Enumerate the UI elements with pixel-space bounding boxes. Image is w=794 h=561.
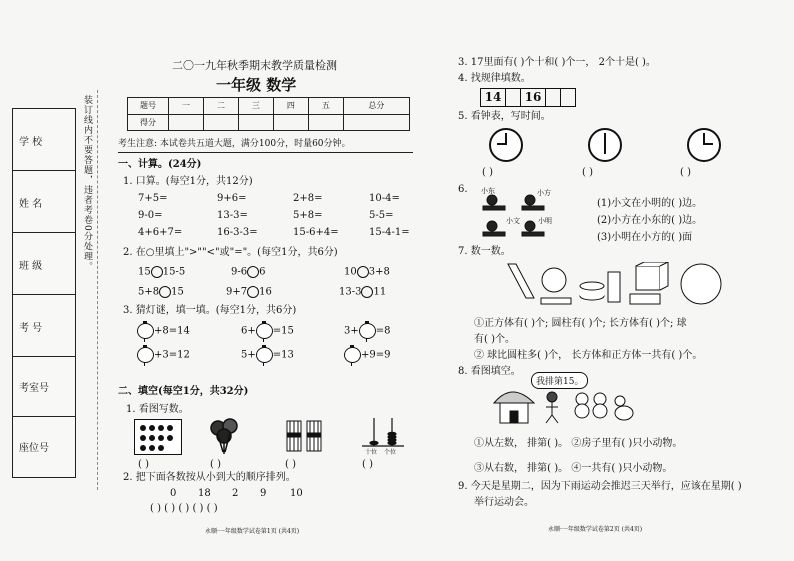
speech-bubble: 我排第15。	[531, 372, 588, 389]
q7-line1: ①正方体有( )个; 圆柱有( )个; 长方体有( )个; 球	[474, 318, 687, 329]
q9-line2: 举行运动会。	[474, 497, 534, 508]
q7-line2: 有( )个。	[474, 334, 515, 345]
clock-answer[interactable]: ( )	[482, 167, 493, 178]
calc-item: 15-4-1=	[369, 227, 410, 238]
q1-title: 1. 口算。(每空1分，共12分)	[123, 176, 253, 187]
clock-answer[interactable]: ( )	[680, 167, 691, 178]
section2-q1-title: 1. 看图写数。	[126, 404, 189, 415]
q7-title: 7. 数一数。	[458, 246, 511, 257]
binding-line	[97, 90, 98, 490]
riddle-item: 5+ =13	[241, 347, 294, 364]
score-cell[interactable]	[273, 114, 308, 131]
clock-icon	[687, 128, 721, 162]
riddle-item: +8=14	[137, 323, 190, 340]
school-field[interactable]: 学 校	[19, 137, 43, 148]
child-label: 小文	[506, 217, 520, 225]
q7-line3: ② 球比圆柱多( )个， 长方体和正方体一共有( )个。	[474, 350, 703, 361]
calc-item: 5+8=	[293, 210, 323, 221]
balloons-icon	[206, 418, 246, 456]
compare-item: 9-6 6	[231, 266, 266, 278]
clock-icon	[588, 128, 622, 162]
lantern-icon[interactable]	[256, 323, 273, 339]
score-header-cell: 三	[238, 98, 273, 115]
abacus-ones-label: 个位	[384, 449, 397, 456]
abacus-tens-label: 十位	[365, 449, 378, 456]
number-item: 10	[290, 488, 303, 499]
child-label: 小方	[537, 189, 551, 197]
child-label: 小明	[538, 217, 552, 225]
riddle-item: 3+ =8	[344, 323, 391, 340]
score-header-cell: 四	[273, 98, 308, 115]
order-answer-row[interactable]: ( ) ( ) ( ) ( ) ( )	[150, 503, 218, 514]
exam-number-field[interactable]: 考 号	[13, 294, 75, 357]
answer-blank[interactable]: ( )	[362, 459, 373, 470]
score-cell[interactable]	[203, 114, 238, 131]
section1-title: 一、计算。(24分)	[118, 159, 202, 170]
seq-box[interactable]	[506, 89, 521, 106]
lantern-icon[interactable]	[359, 323, 376, 339]
compare-item: 15 15-5	[138, 266, 186, 278]
compare-circle[interactable]	[247, 266, 259, 278]
calc-item: 7+5=	[138, 193, 168, 204]
number-item: 18	[198, 488, 211, 499]
calc-item: 5-5=	[369, 210, 394, 221]
answer-blank[interactable]: ( )	[285, 459, 296, 470]
footer-left: 永顺·一年级数学试卷第1页 (共4页)	[205, 528, 300, 535]
calc-item: 16-3-3=	[217, 227, 258, 238]
answer-blank[interactable]: ( )	[210, 459, 221, 470]
number-item: 0	[170, 488, 177, 499]
seq-box[interactable]	[561, 89, 575, 106]
calc-item: 9+6=	[217, 193, 247, 204]
exam-notice: 考生注意: 本试卷共五道大题，满分100分，时量60分钟。	[118, 139, 351, 149]
compare-circle[interactable]	[357, 266, 369, 278]
clock-icon	[489, 128, 523, 162]
score-cell[interactable]	[308, 114, 343, 131]
lantern-icon[interactable]	[137, 347, 154, 363]
q6-number: 6.	[458, 184, 468, 195]
class-field[interactable]: 班 级	[13, 232, 75, 295]
sequence-boxes	[480, 88, 576, 107]
lantern-icon[interactable]	[344, 347, 361, 363]
q2-title: 2. 在○里填上">""<"或"="。(每空1分，共6分)	[123, 247, 338, 258]
q9-line1: 9. 今天是星期二，因为下雨运动会推迟三天举行，应该在星期( )	[458, 481, 742, 492]
number-item: 2	[232, 488, 239, 499]
calc-item: 4+6+7=	[138, 227, 183, 238]
exam-header: 二〇一九年秋季期末教学质量检测	[172, 59, 337, 72]
footer-right: 永顺·一年级数学试卷第2页 (共4页)	[548, 526, 643, 533]
score-header-cell: 二	[203, 98, 238, 115]
sticks-icon	[285, 419, 325, 453]
compare-item: 5+8 15	[138, 286, 184, 298]
exam-subject: 一年级 数学	[216, 76, 297, 94]
score-header-cell: 题号	[128, 98, 169, 115]
compare-item: 9+7 16	[226, 286, 272, 298]
q8-line1: ①从左数， 排第( )。 ②房子里有( )只小动物。	[474, 438, 683, 449]
score-header-cell: 一	[169, 98, 204, 115]
bundle-icon	[135, 420, 181, 454]
compare-circle[interactable]	[159, 286, 171, 298]
child-label: 小东	[481, 187, 495, 195]
calc-item: 9-0=	[138, 210, 163, 221]
seat-number-field[interactable]: 座位号	[13, 416, 75, 477]
seq-box[interactable]	[546, 89, 561, 106]
q6-item: (2)小方在小东的( )边。	[597, 215, 703, 226]
compare-item: 10 3+8	[344, 266, 390, 278]
calc-item: 2+8=	[293, 193, 323, 204]
riddle-item: +3=12	[137, 347, 190, 364]
q3-title: 3. 猜灯谜，填一填。(每空1分，共6分)	[123, 305, 297, 316]
calc-item: 15-6+4=	[293, 227, 339, 238]
binding-warning: 装订线内不要答题，违者考卷0分处理。	[82, 95, 92, 272]
score-header-cell: 总分	[343, 98, 409, 115]
number-item: 9	[260, 488, 267, 499]
score-cell[interactable]	[169, 114, 204, 131]
lantern-icon[interactable]	[256, 347, 273, 363]
score-cell[interactable]	[238, 114, 273, 131]
riddle-item: +9=9	[344, 347, 390, 364]
calc-item: 10-4=	[369, 193, 400, 204]
section2-q2-title: 2. 把下面各数按从小到大的顺序排列。	[123, 472, 296, 483]
compare-circle[interactable]	[247, 286, 259, 298]
answer-blank[interactable]: ( )	[138, 459, 149, 470]
q5-title: 5. 看钟表，写时间。	[458, 111, 551, 122]
score-table	[127, 97, 410, 131]
q8-line2: ③从右数， 排第( )。 ④一共有( )只小动物。	[474, 463, 673, 474]
q8-title: 8. 看图填空。	[458, 366, 521, 377]
lantern-icon[interactable]	[137, 323, 154, 339]
score-cell[interactable]	[343, 114, 409, 131]
picture-blocks	[134, 419, 182, 455]
compare-circle[interactable]	[151, 266, 163, 278]
riddle-item: 6+ =15	[241, 323, 294, 340]
binding-column	[12, 108, 76, 478]
q6-item: (3)小明在小方的( )面	[597, 232, 693, 243]
calc-item: 13-3=	[217, 210, 248, 221]
compare-circle[interactable]	[361, 286, 373, 298]
seq-box: 14	[481, 89, 506, 106]
score-row-label: 得分	[128, 114, 169, 131]
divider	[118, 152, 413, 153]
exam-room-field[interactable]: 考室号	[13, 356, 75, 417]
name-field[interactable]: 姓 名	[13, 170, 75, 233]
score-header-cell: 五	[308, 98, 343, 115]
compare-item: 13-3 11	[339, 286, 387, 298]
seq-box: 16	[521, 89, 546, 106]
section2-title: 二、填空(每空1分，共32分)	[118, 386, 249, 397]
clock-answer[interactable]: ( )	[582, 167, 593, 178]
solid-shapes-icon	[506, 262, 746, 310]
q4-title: 4. 找规律填数。	[458, 73, 531, 84]
q3-text: 3. 17里面有( )个十和( )个一， 2个十是( )。	[458, 57, 656, 68]
q6-item: (1)小文在小明的( )边。	[597, 198, 703, 209]
animals-queue-icon	[490, 383, 640, 428]
